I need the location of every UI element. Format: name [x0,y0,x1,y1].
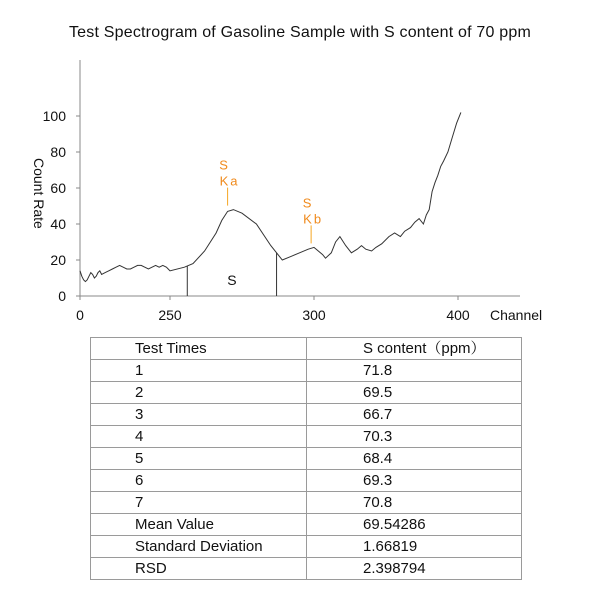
table-cell-value: 71.8 [307,360,522,382]
x-tick-label: 300 [302,307,326,323]
y-tick-label: 20 [50,252,66,268]
table-row [91,558,522,580]
peak-ka-label-element: S [219,157,228,173]
results-table [90,337,522,580]
table-body [91,360,522,580]
table-cell-label: 2 [91,382,307,404]
column-header-test-times: Test Times [91,338,307,360]
column-header-s-content: S content（ppm） [307,338,522,360]
table-cell-label: 6 [91,470,307,492]
x-axis-label: Channel [490,307,543,323]
table-cell-value: 2.398794 [307,558,522,580]
table-header-row [91,338,522,360]
chart-marks [80,112,461,296]
table-cell-label: 3 [91,404,307,426]
table-cell-value: 66.7 [307,404,522,426]
x-tick-label: 250 [158,307,182,323]
peak-kb-label-element: S [302,195,312,211]
peak-kb-label-line: Kb [303,211,324,227]
table-row [91,448,522,470]
table-cell-label: Mean Value [91,514,307,536]
table-row [91,404,522,426]
table-cell-value: 70.3 [307,426,522,448]
table-cell-value: 70.8 [307,492,522,514]
table-cell-value: 68.4 [307,448,522,470]
y-tick-label: 80 [50,144,66,160]
table-row [91,536,522,558]
peak-ka-label-line: Ka [219,173,240,189]
table-cell-label: RSD [91,558,307,580]
region-label: S [227,272,237,288]
table-cell-value: 69.5 [307,382,522,404]
table-row [91,382,522,404]
chart-title: Test Spectrogram of Gasoline Sample with S content of 70 ppm [68,24,531,41]
table-cell-label: 1 [91,360,307,382]
table-cell-label: 4 [91,426,307,448]
table-row [91,360,522,382]
chart-axes [43,60,520,323]
y-tick-label: 0 [58,288,66,304]
table-row [91,470,522,492]
table-cell-label: 5 [91,448,307,470]
table-cell-label: 7 [91,492,307,514]
y-tick-label: 60 [50,180,66,196]
x-tick-label: 0 [76,307,84,323]
table-row [91,492,522,514]
table-cell-label: Standard Deviation [91,536,307,558]
table-row [91,514,522,536]
table-cell-value: 1.66819 [307,536,522,558]
x-tick-label: 400 [446,307,470,323]
y-tick-label: 40 [50,216,66,232]
y-tick-label: 100 [42,108,66,124]
y-axis-label: Count Rate [31,158,47,229]
table-cell-value: 69.3 [307,470,522,492]
table-cell-value: 69.54286 [307,514,522,536]
spectrum-line [80,112,461,281]
table-row [91,426,522,448]
